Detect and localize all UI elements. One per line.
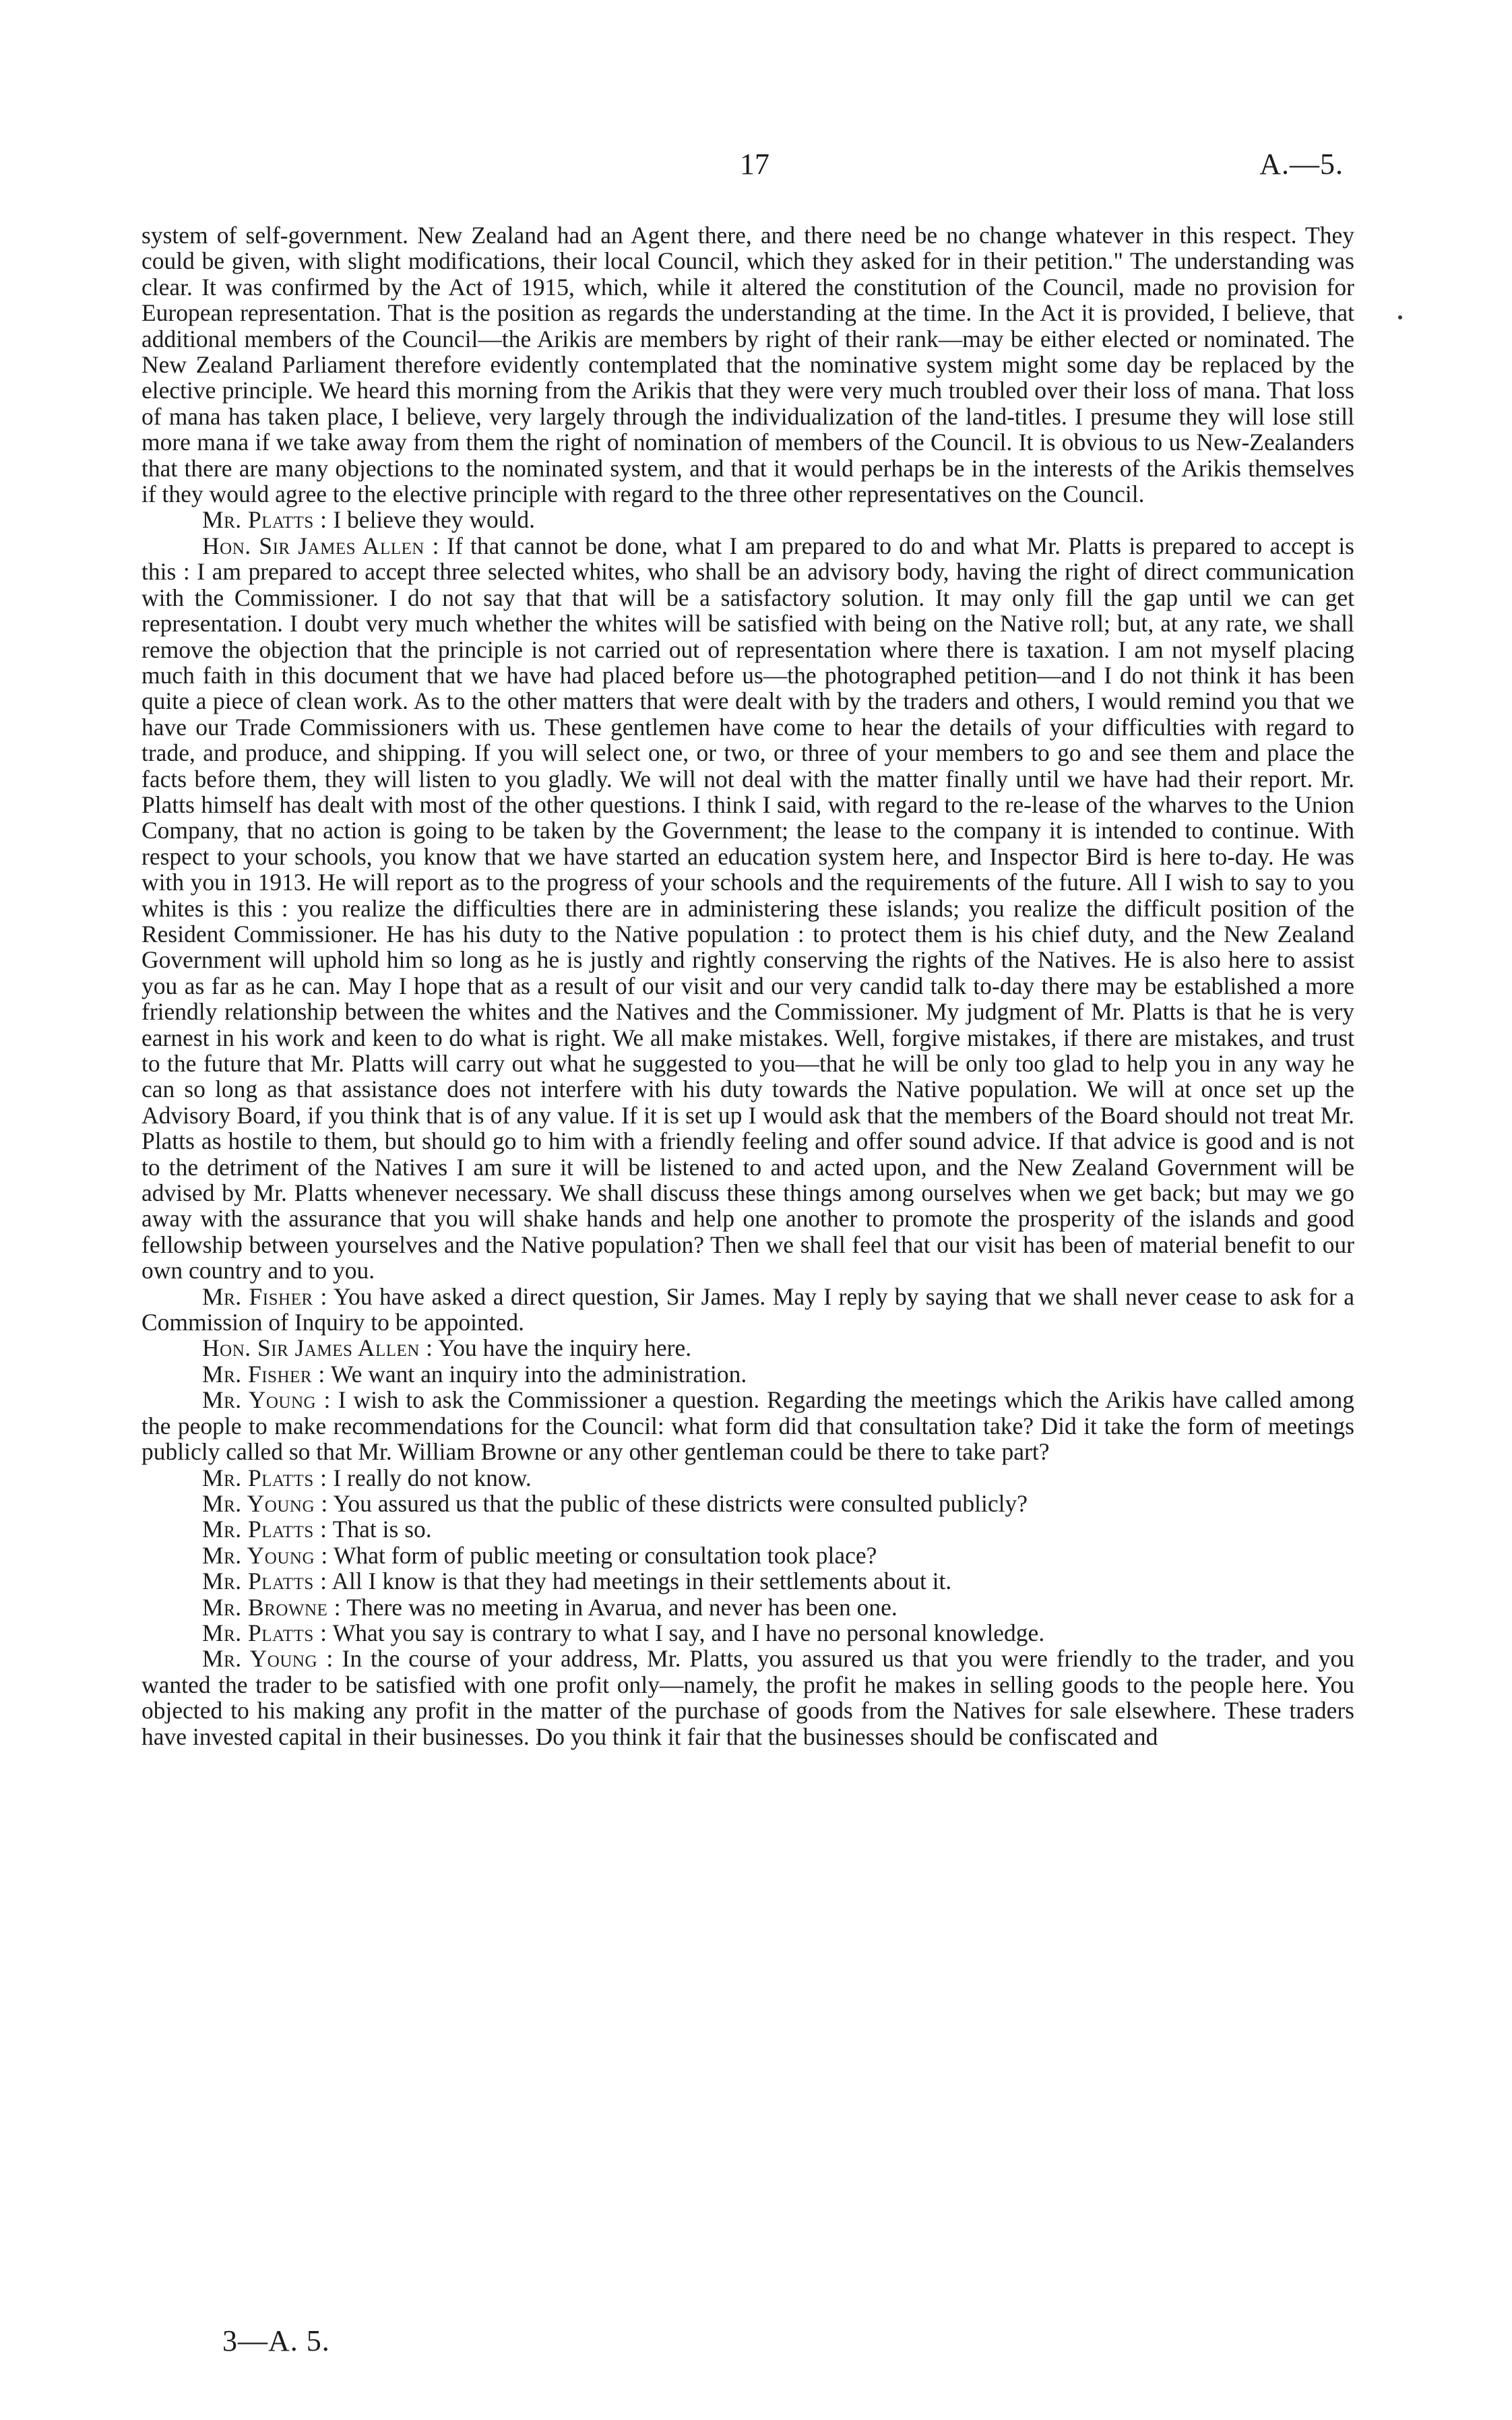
paragraph bbox=[141, 533, 1354, 1284]
footer-signature: 3—A. 5. bbox=[222, 2324, 330, 2357]
speech: There was no meeting in Avarua, and never has been one. bbox=[341, 1593, 897, 1621]
body-text bbox=[141, 222, 1354, 1749]
page-number: 17 bbox=[740, 148, 769, 181]
paragraph bbox=[141, 1543, 1354, 1568]
speaker: Mr. Browne : bbox=[202, 1593, 342, 1621]
speaker: Mr. Young : bbox=[202, 1386, 331, 1414]
paragraph bbox=[141, 1620, 1354, 1646]
speaker: Mr. Platts : bbox=[202, 506, 327, 534]
speaker: Mr. Young : bbox=[202, 1541, 328, 1569]
speaker: Mr. Platts : bbox=[202, 1568, 327, 1595]
speech: You have asked a direct question, Sir James. May I reply by saying that we shall never cease to ask for a Commission of Inquiry to be appointed. bbox=[141, 1282, 1354, 1336]
paragraph bbox=[141, 507, 1354, 532]
speech: I really do not know. bbox=[327, 1464, 532, 1491]
speech: What you say is contrary to what I say, and I have no personal knowledge. bbox=[327, 1619, 1045, 1646]
speaker: Mr. Young : bbox=[202, 1645, 334, 1673]
document-code: A.—5. bbox=[1259, 148, 1344, 181]
speech: In the course of your address, Mr. Platts, you assured us that you were friendly to the trader, and you wanted the trader to be satisfied with one profit only—namely, the profit he makes in selling goods to the people here. You objected to his making any profit in the matter of the purchase of goods from the Natives for sale elsewhere. These traders have invested capital in their businesses. Do you think it fair that the businesses should be confiscated and bbox=[141, 1645, 1355, 1750]
speech: I wish to ask the Commissioner a question. Regarding the meetings which the Arikis have called among the people to make recommendations for the Council: what form did that consultation take? Did it take the form of meetings publicly called so that Mr. William Browne or any other gentleman could be there to take part? bbox=[141, 1386, 1354, 1466]
paragraph bbox=[141, 1335, 1354, 1361]
paragraph bbox=[141, 1516, 1354, 1542]
speaker: Mr. Fisher : bbox=[202, 1282, 327, 1310]
speech: What form of public meeting or consultation took place? bbox=[327, 1541, 877, 1569]
margin-mark bbox=[1398, 315, 1402, 319]
paragraph bbox=[141, 1361, 1354, 1387]
speech: All I know is that they had meetings in their settlements about it. bbox=[327, 1568, 952, 1595]
speech: You have the inquiry here. bbox=[433, 1334, 692, 1362]
paragraph bbox=[141, 1594, 1354, 1620]
paragraph bbox=[141, 1284, 1354, 1336]
speech: If that cannot be done, what I am prepared to do and what Mr. Platts is prepared to accept is this : I am prepared to accept three selected whites, who shall be an advisory body, having the right of direct communication with the Commissioner. I do not say that that will be a satisfactory solution. It may only fill the gap until we can get representation. I doubt very much whether the whites will be satisfied with being on the Native roll; but, at any rate, we shall remove the objection that the principle is not carried out of representation where there is taxation. I am not myself placing much faith in this document that we have had placed before us—the photographed petition—and I do not think it has been quite a piece of clean work. As to the other matters that were dealt with by the traders and others, I would remind you that we have our Trade Commissioners with us. These gentlemen have come to hear the details of your difficulties with regard to trade, and produce, and shipping. If you will select one, or two, or three of your members to go and see them and place the facts before them, they will listen to you gladly. We will not deal with the matter finally until we have had their report. Mr. Platts himself has dealt with most of the other questions. I think I said, with regard to the re-lease of the wharves to the Union Company, that no action is going to be taken by the Government; the lease to the company it is intended to continue. With respect to your schools, you know that we have started an education system here, and Inspector Bird is here to-day. He was with you in 1913. He will report as to the progress of your schools and the requirements of the future. All I wish to say to you whites is this : you realize the difficulties there are in administering these islands; you realize the difficult position of the Resident Commissioner. He has his duty to the Native population : to protect them is his chief duty, and the New Zealand Government will uphold him so long as he is justly and rightly conserving the rights of the Natives. He is also here to assist you as far as he can. May I hope that as a result of our visit and our very candid talk to-day there may be established a more friendly relationship between the whites and the Natives and the Commissioner. My judgment of Mr. Platts is that he is very earnest in his work and keen to do what is right. We all make mistakes. Well, forgive mistakes, if there are mistakes, and trust to the future that Mr. Platts will carry out what he suggested to you—that he will be only too glad to help you in any way he can so long as that assistance does not interfere with his duty towards the Native population. We will at once set up the Advisory Board, if you think that is of any value. If it is set up I would ask that the members of the Board should not treat Mr. Platts as hostile to them, but should go to him with a friendly feeling and offer sound advice. If that advice is good and is not to the detriment of the Natives I am sure it will be listened to and acted upon, and the New Zealand Government will be advised by Mr. Platts whenever necessary. We shall discuss these things among ourselves when we get back; but may we go away with the assurance that you will shake hands and help one another to promote the prosperity of the islands and good fellowship between yourselves and the Native population? Then we shall feel that our visit has been of material benefit to our own country and to you. bbox=[141, 532, 1354, 1284]
speaker: Mr. Fisher : bbox=[202, 1360, 325, 1388]
speaker: Mr. Platts : bbox=[202, 1464, 327, 1491]
speaker: Hon. Sir James Allen : bbox=[202, 1334, 433, 1362]
speech: That is so. bbox=[327, 1516, 432, 1543]
paragraph bbox=[141, 1387, 1354, 1464]
speaker: Mr. Platts : bbox=[202, 1619, 327, 1646]
speech: I believe they would. bbox=[327, 506, 536, 534]
speaker: Hon. Sir James Allen : bbox=[202, 532, 439, 559]
speech: We want an inquiry into the administration. bbox=[325, 1360, 747, 1388]
paragraph bbox=[141, 1465, 1354, 1491]
paragraph bbox=[141, 1568, 1354, 1594]
paragraph: system of self-government. New Zealand had an Agent there, and there need be no change whatever in this respect. They could be given, with slight modifications, their local Council, which they asked for in their petition." The understanding was clear. It was confirmed by the Act of 1915, which, while it altered the constitution of the Council, made no provision for European representation. That is the position as regards the understanding at the time. In the Act it is provided, I believe, that additional members of the Council—the Arikis are members by right of their rank—may be either elected or nominated. The New Zealand Parliament therefore evidently contemplated that the nominative system might some day be replaced by the elective principle. We heard this morning from the Arikis that they were very much troubled over their loss of mana. That loss of mana has taken place, I believe, very largely through the individualization of the land-titles. I presume they will lose still more mana if we take away from them the right of nomination of members of the Council. It is obvious to us New-Zealanders that there are many objections to the nominated system, and that it would perhaps be in the interests of the Arikis themselves if they would agree to the elective principle with regard to the three other representatives on the Council. bbox=[141, 222, 1354, 508]
paragraph bbox=[141, 1491, 1354, 1516]
paragraph bbox=[141, 1646, 1354, 1749]
speaker: Mr. Platts : bbox=[202, 1516, 327, 1543]
speech: You assured us that the public of these districts were consulted publicly? bbox=[327, 1489, 1028, 1517]
speaker: Mr. Young : bbox=[202, 1489, 328, 1517]
